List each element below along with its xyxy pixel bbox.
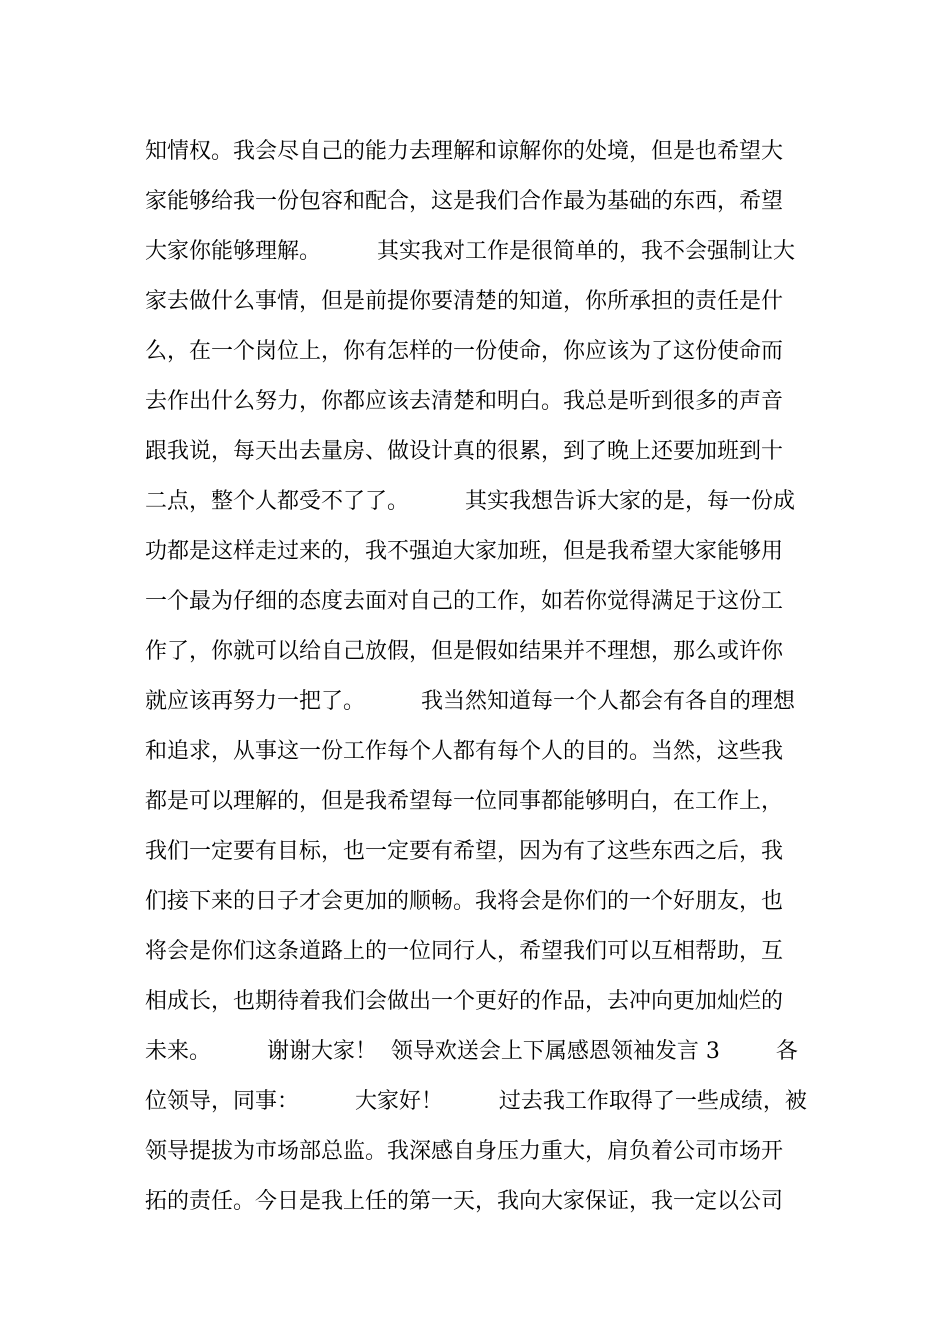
text-line: 知情权。我会尽自己的能力去理解和谅解你的处境，但是也希望大: [145, 139, 784, 164]
text-line: 位领导，同事： 大家好！ 过去我工作取得了一些成绩，被: [145, 1089, 807, 1114]
text-line: 一个最为仔细的态度去面对自己的工作，如若你觉得满足于这份工: [145, 589, 784, 614]
text-line: 我们一定要有目标，也一定要有希望，因为有了这些东西之后，我: [145, 839, 784, 864]
text-line: 么，在一个岗位上，你有怎样的一份使命，你应该为了这份使命而: [145, 339, 784, 364]
text-line: 家能够给我一份包容和配合，这是我们合作最为基础的东西，希望: [145, 189, 784, 214]
text-line: 大家你能够理解。 其实我对工作是很简单的，我不会强制让大: [145, 239, 795, 264]
text-line: 们接下来的日子才会更加的顺畅。我将会是你们的一个好朋友，也: [145, 889, 784, 914]
text-line: 功都是这样走过来的，我不强迫大家加班，但是我希望大家能够用: [145, 539, 784, 564]
text-line: 未来。 谢谢大家！ 领导欢送会上下属感恩领袖发言 3 各: [145, 1039, 798, 1064]
text-line: 相成长，也期待着我们会做出一个更好的作品，去冲向更加灿烂的: [145, 989, 784, 1014]
text-line: 作了，你就可以给自己放假，但是假如结果并不理想，那么或许你: [145, 639, 784, 664]
text-line: 二点，整个人都受不了了。 其实我想告诉大家的是，每一份成: [145, 489, 795, 514]
text-line: 拓的责任。今日是我上任的第一天，我向大家保证，我一定以公司: [145, 1189, 784, 1214]
text-line: 跟我说，每天出去量房、做设计真的很累，到了晚上还要加班到十: [145, 439, 784, 464]
text-line: 领导提拔为市场部总监。我深感自身压力重大，肩负着公司市场开: [145, 1139, 784, 1164]
text-line: 去作出什么努力，你都应该去清楚和明白。我总是听到很多的声音: [145, 389, 784, 414]
text-line: 家去做什么事情，但是前提你要清楚的知道，你所承担的责任是什: [145, 289, 784, 314]
text-line: 就应该再努力一把了。 我当然知道每一个人都会有各自的理想: [145, 689, 795, 714]
text-line: 将会是你们这条道路上的一位同行人，希望我们可以互相帮助，互: [145, 939, 784, 964]
text-line: 都是可以理解的，但是我希望每一位同事都能够明白，在工作上，: [145, 789, 784, 814]
text-line: 和追求，从事这一份工作每个人都有每个人的目的。当然，这些我: [145, 739, 784, 764]
